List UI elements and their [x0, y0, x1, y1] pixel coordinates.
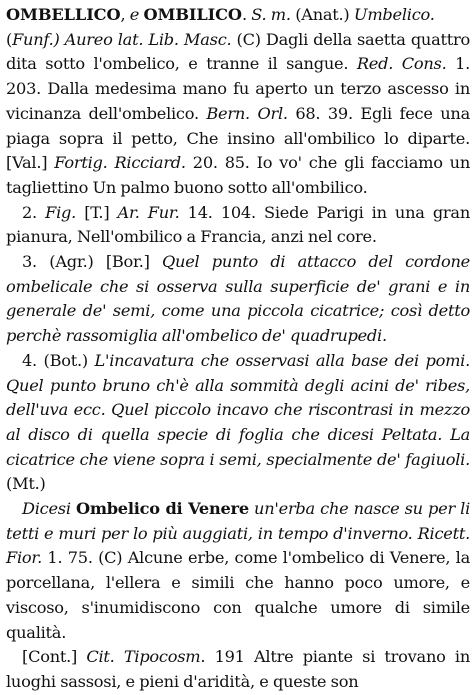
- text-run: (Mt.): [6, 474, 46, 494]
- sense-4: [6, 351, 470, 494]
- sense-continuation: [6, 647, 470, 691]
- text-run: 68. 39. Egli fece una piaga sopra il petto, Che insino all'ombilico lo diparte. [Val.]: [6, 103, 470, 173]
- part-of-speech: S. m.: [251, 5, 291, 24]
- gloss: Umbelico.: [353, 5, 435, 24]
- sense-3: [6, 252, 470, 345]
- text-run: Fig.: [45, 202, 77, 222]
- text-run: 4. (Bot.): [22, 350, 95, 370]
- entry-paragraph-venere: [6, 497, 470, 645]
- entry-paragraph-main: [6, 3, 470, 201]
- sense-2: [6, 203, 470, 247]
- text-run: Ar. Fur.: [117, 202, 180, 222]
- domain-label: (Anat.): [295, 5, 350, 24]
- text-run: 2.: [22, 202, 46, 222]
- text-run: 3. (Agr.) [Bor.]: [22, 252, 163, 272]
- entry-paragraph-sense-3: [6, 250, 470, 349]
- text-run: (C) Dagli della saetta quattro dita sotto l'ombelico, e tranne il sangue.: [6, 29, 470, 74]
- text-run: [Cont.]: [22, 647, 87, 667]
- text-run: Bern. Orl.: [206, 103, 288, 123]
- headword-conjunction: e: [129, 5, 140, 24]
- text-run: Dicesi: [22, 499, 76, 519]
- text-run: Ombelico di Venere: [75, 499, 249, 519]
- text-run: Cit. Tipocosm.: [86, 647, 206, 667]
- text-run: [T.]: [76, 202, 118, 222]
- sense-venere: [6, 499, 470, 642]
- text-run: Quel punto di attacco del cordone ombelicale che si osserva sulla superficie de' grani e in generale de' semi, come una piccola cicatrice; così detto perchè rassomiglia all'ombelico de' quadrupedi.: [6, 252, 470, 346]
- text-run: 191 Altre piante si trovano in luoghi sassosi, e pieni d'aridità, e queste son: [6, 647, 470, 691]
- text-run: Red. Cons.: [356, 54, 447, 74]
- sense-1: [6, 30, 470, 197]
- comma: ,: [120, 5, 130, 24]
- text-run: 1. 203. Dalla medesima mano fu aperto un terzo ascesso in vicinanza dell'ombelico.: [6, 54, 471, 123]
- text-run: 14. 104. Siede Parigi in una gran pianura, Nell'ombilico a Francia, anzi nel core.: [6, 202, 470, 247]
- text-run: Funf.): [12, 29, 60, 49]
- entry-paragraph-sense-2: [6, 201, 470, 250]
- text-run: L'incavatura che osservasi alla base dei pomi. Quel punto bruno ch'è alla sommità degli acini de' ribes, dell'uva ecc. Quel piccolo incavo che riscontrasi in mezzo al disco di quella specie di foglia che dicesi Peltata. La cicatrice che viene sopra i semi, specialmente de' fagiuoli.: [6, 350, 470, 469]
- headword: OMBELLICO: [6, 5, 121, 24]
- text-run: 1. 75. (C) Alcune erbe, come l'ombelico di Venere, la porcellana, l'ellera e simili che hanno poco umore, e viscoso, s'inumidiscono con qualche umore di simile qualità.: [6, 548, 470, 642]
- entry-paragraph-continuation: [6, 645, 470, 694]
- entry-paragraph-sense-4: [6, 349, 470, 497]
- paren-open: (: [6, 29, 13, 49]
- text-run: 20. 85. Io vo' che gli facciamo un tagliettino Un palmo buono sotto all'ombilico.: [6, 153, 470, 197]
- text-run: Fortig. Ricciard.: [54, 153, 186, 173]
- period: .: [241, 5, 252, 24]
- text-run: un'erba che nasce su per li tetti e muri per lo più auggiati, in tempo d'inverno. Ricett. Fior.: [6, 499, 470, 568]
- text-run: Aureo lat. Lib. Masc.: [59, 29, 232, 49]
- headword-variant: OMBILICO: [143, 5, 242, 24]
